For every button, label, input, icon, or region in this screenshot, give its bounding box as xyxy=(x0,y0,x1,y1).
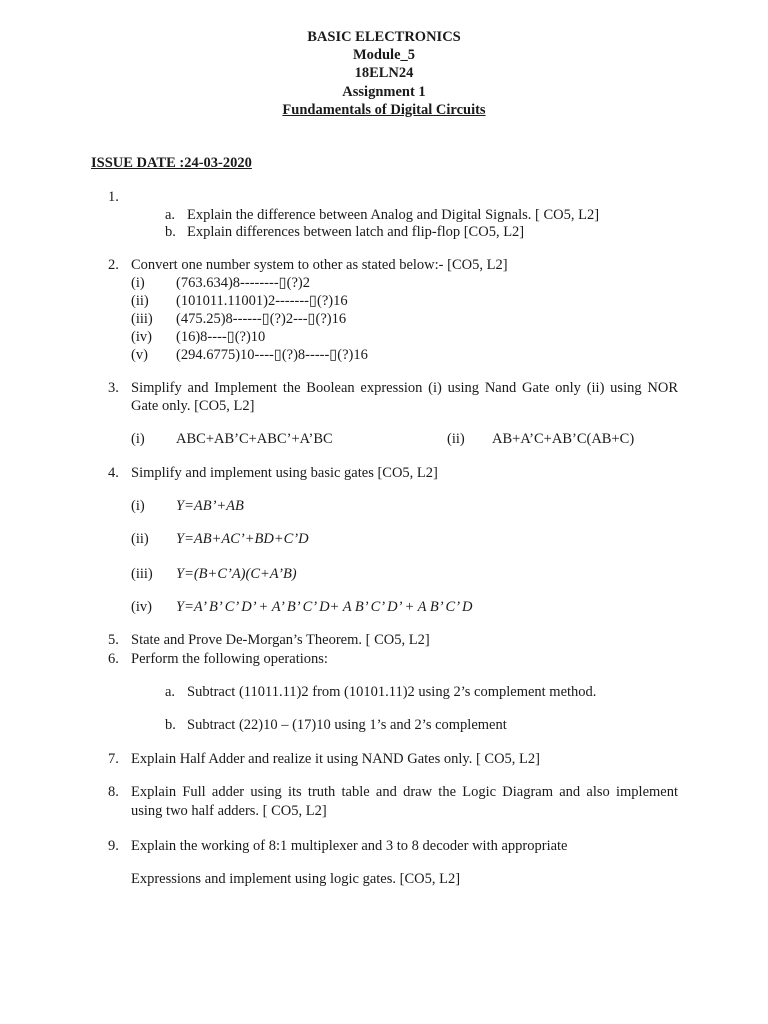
q6-number: 6. xyxy=(108,651,119,667)
q9-line2: Expressions and implement using logic gates. [CO5, L2] xyxy=(131,871,461,887)
q2-ii-expr: (101011.11001)2-------▯(?)16 xyxy=(176,293,348,309)
q2-ii-label: (ii) xyxy=(131,293,149,309)
q8-line1: Explain Full adder using its truth table and draw the Logic Diagram and also implement xyxy=(131,784,678,800)
q3-ii-label: (ii) xyxy=(447,431,465,447)
q1-a-text: Explain the difference between Analog and Digital Signals. [ CO5, L2] xyxy=(187,207,600,223)
q3-ii-expr: AB+A’C+AB’C(AB+C) xyxy=(492,431,635,447)
q5-number: 5. xyxy=(108,632,119,648)
q6-b-text: Subtract (22)10 – (17)10 using 1’s and 2’s complement xyxy=(187,717,507,733)
q4-iii-label: (iii) xyxy=(131,566,153,582)
q8-number: 8. xyxy=(108,784,119,800)
q2-v-label: (v) xyxy=(131,347,148,363)
q7-number: 7. xyxy=(108,751,119,767)
module-title: Module_5 xyxy=(352,47,416,63)
q7-text: Explain Half Adder and realize it using NAND Gates only. [ CO5, L2] xyxy=(131,751,540,767)
q3-number: 3. xyxy=(108,380,119,396)
q4-text: Simplify and implement using basic gates [CO5, L2] xyxy=(131,465,438,481)
q3-line1: Simplify and Implement the Boolean expression (i) using Nand Gate only (ii) using NOR xyxy=(131,380,678,396)
q2-text: Convert one number system to other as stated below:- [CO5, L2] xyxy=(131,257,508,273)
subject-title: BASIC ELECTRONICS xyxy=(307,29,461,45)
q8-line2: using two half adders. [ CO5, L2] xyxy=(131,803,327,819)
q2-iv-expr: (16)8----▯(?)10 xyxy=(176,329,266,345)
q2-iii-label: (iii) xyxy=(131,311,153,327)
q4-i-expr: Y=AB’+AB xyxy=(176,498,244,514)
q3-i-expr: ABC+AB’C+ABC’+A’BC xyxy=(176,431,333,447)
q2-iv-label: (iv) xyxy=(131,329,152,345)
q4-iv-expr: Y=A’ B’ C’ D’ + A’ B’ C’ D+ A B’ C’ D’ + A B’ C’ D xyxy=(176,599,473,615)
q1-b-text: Explain differences between latch and flip-flop [CO5, L2] xyxy=(187,224,525,240)
q6-b-label: b. xyxy=(165,717,176,733)
topic-title: Fundamentals of Digital Circuits xyxy=(282,102,486,118)
q6-a-label: a. xyxy=(165,684,176,700)
q4-iv-label: (iv) xyxy=(131,599,152,615)
q2-iii-expr: (475.25)8------▯(?)2---▯(?)16 xyxy=(176,311,347,327)
q1-a-label: a. xyxy=(165,207,176,223)
assignment-title: Assignment 1 xyxy=(342,84,426,100)
q1-number: 1. xyxy=(108,189,119,205)
q2-i-expr: (763.634)8--------▯(?)2 xyxy=(176,275,310,291)
q3-i-label: (i) xyxy=(131,431,145,447)
q4-ii-expr: Y=AB+AC’+BD+C’D xyxy=(176,531,309,547)
q6-a-text: Subtract (11011.11)2 from (10101.11)2 using 2’s complement method. xyxy=(187,684,597,700)
q4-i-label: (i) xyxy=(131,498,145,514)
q4-number: 4. xyxy=(108,465,119,481)
q5-text: State and Prove De-Morgan’s Theorem. [ CO5, L2] xyxy=(131,632,430,648)
q6-text: Perform the following operations: xyxy=(131,651,328,667)
q2-v-expr: (294.6775)10----▯(?)8-----▯(?)16 xyxy=(176,347,368,363)
q2-i-label: (i) xyxy=(131,275,145,291)
q1-b-label: b. xyxy=(165,224,176,240)
q4-ii-label: (ii) xyxy=(131,531,149,547)
issue-date: ISSUE DATE :24-03-2020 xyxy=(91,155,252,171)
q9-number: 9. xyxy=(108,838,119,854)
q3-line2: Gate only. [CO5, L2] xyxy=(131,398,255,414)
course-code: 18ELN24 xyxy=(354,65,414,81)
q2-number: 2. xyxy=(108,257,119,273)
q9-line1: Explain the working of 8:1 multiplexer and 3 to 8 decoder with appropriate xyxy=(131,838,568,854)
q4-iii-expr: Y=(B+C’A)(C+A’B) xyxy=(176,566,297,582)
